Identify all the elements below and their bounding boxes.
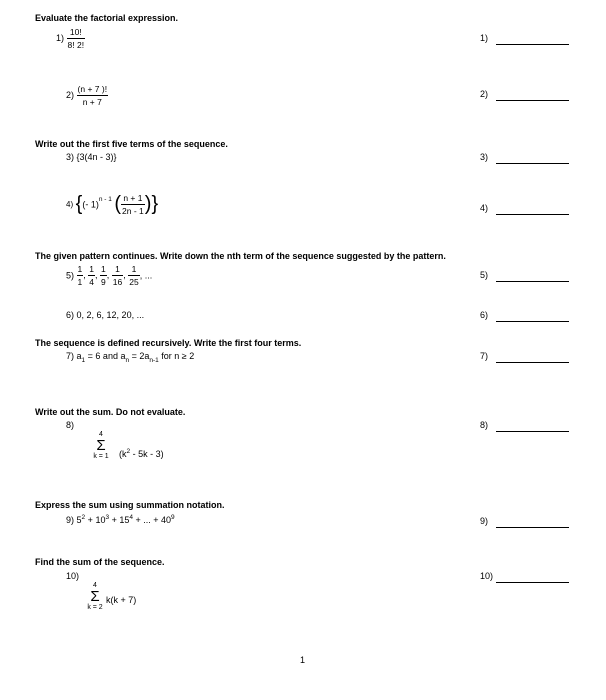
left-paren: (	[114, 193, 122, 215]
answer-blank-2[interactable]	[496, 100, 569, 101]
term-separator: + ... +	[132, 515, 161, 525]
fraction-numerator: (n + 7 )!	[77, 84, 108, 94]
exponent: 2	[126, 448, 131, 455]
equation-text: = 6 and	[85, 351, 121, 361]
fraction	[112, 264, 123, 287]
answer-blank-4[interactable]	[496, 214, 569, 215]
exponent: n - 1	[98, 196, 112, 203]
problem-5: 5) $\frac{1}{1}$ , $\frac{1}{4}$ , $\frac{1}{9}$ , $\frac{1}{16}$ , $\frac{1}{25}$ , ...	[66, 264, 153, 287]
answer-blank-10[interactable]	[496, 582, 569, 583]
fraction-denominator: 25	[129, 277, 139, 287]
subscript: 1	[81, 356, 86, 364]
term-separator: +	[109, 515, 120, 525]
problem-number: 7)	[66, 351, 75, 361]
summation-upper-limit: 4	[99, 431, 103, 438]
fraction-numerator: 1	[112, 264, 123, 276]
answer-blank-5[interactable]	[496, 281, 569, 282]
term-base: 15	[119, 515, 130, 525]
section-heading-write-sum: Write out the sum. Do not evaluate.	[35, 407, 186, 417]
fraction-denominator: 9	[101, 277, 106, 287]
problem-number: 9)	[66, 515, 75, 525]
fraction	[77, 264, 84, 287]
fraction-denominator: n + 7	[82, 97, 102, 107]
subscript: n-1	[149, 356, 159, 364]
problem-7	[66, 351, 194, 364]
problem-3	[66, 152, 117, 162]
answer-label-10: 10)	[480, 571, 494, 581]
fraction-numerator: 1	[89, 264, 95, 274]
fraction	[77, 84, 109, 107]
summation-8	[86, 431, 116, 460]
problem-number: 6)	[66, 310, 75, 320]
fraction-denominator: 2n - 1	[122, 206, 144, 216]
problem-number: 2)	[66, 89, 75, 100]
section-heading-summation-notation: Express the sum using summation notation.	[35, 500, 225, 510]
answer-label-4: 4)	[480, 203, 489, 213]
answer-label-6: 6)	[480, 310, 489, 320]
right-brace: }	[151, 193, 159, 215]
answer-label-3: 3)	[480, 152, 489, 162]
answer-blank-9[interactable]	[496, 527, 569, 528]
answer-label-7: 7)	[480, 351, 489, 361]
summation-body-8	[119, 448, 164, 459]
fraction	[128, 264, 139, 287]
body-part: - 5k - 3)	[130, 449, 164, 459]
problem-8-number: 8)	[66, 420, 75, 430]
answer-blank-6[interactable]	[496, 321, 569, 322]
problem-10-number: 10)	[66, 571, 80, 581]
section-heading-nth-term: The given pattern continues. Write down the nth term of the sequence suggested by the pattern.	[35, 251, 446, 261]
summation-lower-limit: k = 2	[87, 604, 103, 611]
term-exponent: 3	[105, 514, 110, 521]
answer-label-9: 9)	[480, 516, 489, 526]
term-base: 40	[161, 515, 172, 525]
summation-upper-limit: 4	[93, 582, 97, 589]
section-heading-recursive: The sequence is defined recursively. Write the first four terms.	[35, 338, 302, 348]
problem-number: 3)	[66, 152, 75, 162]
fraction-numerator: 10!	[67, 27, 86, 39]
section-heading-find-sum: Find the sum of the sequence.	[35, 557, 165, 567]
condition-text: for n ≥ 2	[158, 351, 195, 361]
fraction	[88, 264, 95, 287]
sequence-expression: {3(4n - 3)}	[76, 152, 117, 162]
term-a: a	[120, 351, 126, 361]
problem-number: 4)	[66, 199, 74, 209]
term-base: 10	[95, 515, 106, 525]
answer-blank-8[interactable]	[496, 431, 569, 432]
fraction-denominator: 16	[112, 277, 123, 287]
fraction	[67, 27, 86, 50]
problem-9	[66, 514, 175, 525]
problem-4	[66, 193, 158, 216]
fraction	[100, 264, 107, 287]
term-base: 5	[76, 515, 82, 525]
summation-body-10: k(k + 7)	[106, 595, 137, 605]
fraction	[121, 193, 145, 216]
problem-2	[66, 84, 108, 107]
equation-text: = 2a	[129, 351, 150, 361]
term-exponent: 9	[171, 514, 175, 521]
summation-lower-limit: k = 1	[93, 453, 109, 460]
fraction-denominator: 1	[77, 277, 83, 287]
section-heading-five-terms: Write out the first five terms of the sequence.	[35, 139, 228, 149]
right-paren: )	[144, 193, 152, 215]
fraction-numerator: 1	[77, 264, 83, 274]
answer-label-2: 2)	[480, 89, 489, 99]
section-heading-factorial: Evaluate the factorial expression.	[35, 13, 179, 23]
answer-blank-1[interactable]	[496, 44, 569, 45]
problem-1	[56, 27, 85, 50]
problem-6	[66, 310, 144, 320]
term-separator: +	[85, 515, 96, 525]
answer-blank-3[interactable]	[496, 163, 569, 164]
answer-blank-7[interactable]	[496, 362, 569, 363]
answer-label-8: 8)	[480, 420, 489, 430]
sign-base: (- 1)	[82, 199, 99, 210]
fraction-numerator: n + 1	[121, 193, 145, 205]
body-part: (k	[119, 449, 127, 459]
fraction-denominator: 8! 2!	[67, 40, 85, 50]
problem-number: 1)	[56, 32, 65, 43]
sequence-text: 0, 2, 6, 12, 20, ...	[76, 310, 145, 320]
answer-label-5: 5)	[480, 270, 489, 280]
sigma-icon: Σ	[90, 588, 100, 605]
sigma-icon: Σ	[96, 437, 106, 454]
term-exponent: 2	[81, 514, 86, 521]
term-exponent: 4	[129, 514, 133, 521]
sequence-tail: , ...	[139, 270, 153, 281]
answer-label-1: 1)	[480, 33, 489, 43]
term-a: a	[76, 351, 82, 361]
fraction-numerator: 1	[101, 264, 106, 274]
problem-number: 5)	[66, 270, 75, 281]
fraction-denominator: 4	[89, 277, 95, 287]
fraction-numerator: 1	[128, 264, 139, 276]
page-number: 1	[300, 655, 306, 665]
left-brace: {	[75, 193, 83, 215]
subscript: n	[125, 356, 130, 364]
